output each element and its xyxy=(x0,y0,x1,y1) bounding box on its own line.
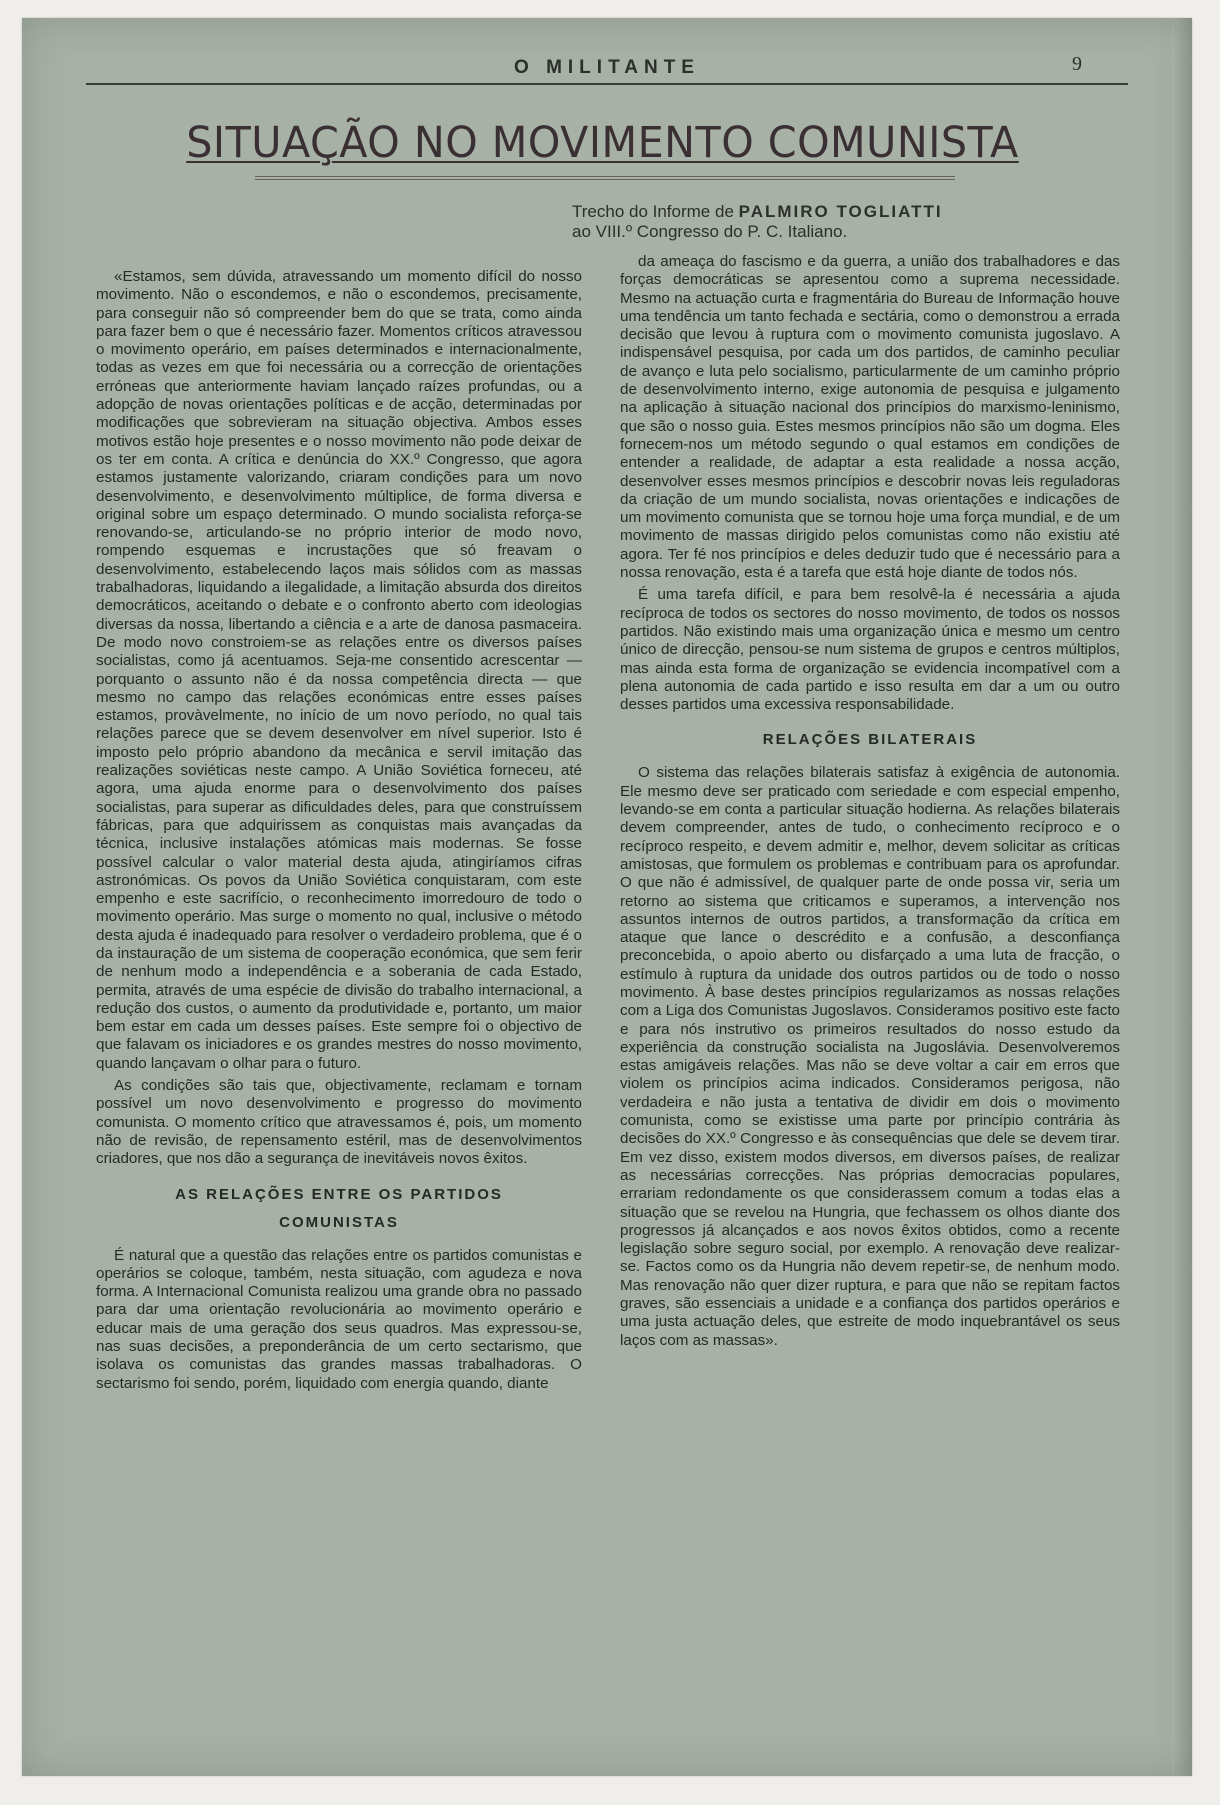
right-paragraph-2: É uma tarefa difícil, e para bem resolvê-la é necessária a ajuda recíproca de todos os sectores do nosso movimento, de todos os nossos partidos. Não existindo mais uma organização única e mesmo um centro único de direcção, pensou-se num sistema de grupos e centros múltiplos, mas ainda esta forma de organização se evidencia incompatível com a plena autonomia de cada partido e isso resulta em dar a um ou outro desses partidos uma excessiva responsabilidade. xyxy=(620,586,1120,714)
headline-rule xyxy=(255,176,955,180)
byline-line-2: ao VIII.º Congresso do P. C. Italiano. xyxy=(572,222,848,241)
masthead xyxy=(86,45,1128,85)
byline-line-1 xyxy=(572,202,1032,222)
byline xyxy=(572,202,1032,242)
right-column xyxy=(620,253,1120,1350)
article-headline: SITUAÇÃO NO MOVIMENTO COMUNISTA xyxy=(186,118,1019,168)
left-paragraph-1: «Estamos, sem dúvida, atravessando um momento difícil do nosso movimento. Não o escondemos, e não o escondemos, precisamente, para conseguir não só compreender bem do que se trata, como ainda para fazer bem o que é necessário fazer. Momentos críticos atravessou o movimento operário, em países determinados e internacionalmente, todas as vezes em que foi necessária ou a correcção de orientações erróneas que anteriormente haviam lançado raízes profundas, ou a adopção de novas orientações políticas e de acção, determinadas por modificações que sobrevieram na situação objectiva. Ambos esses motivos estão hoje presentes e o nosso movimento não pode deixar de os ter em conta. A crítica e denúncia do XX.º Congresso, que agora estamos justamente valorizando, criaram condições para um novo desenvolvimento, e desenvolvimento múltiplice, de forma diversa e original sobre um espaço determinado. O mundo socialista reforça-se renovando-se, articulando-se no próprio interior de modo novo, rompendo esquemas e incrustações que só freavam o desenvolvimento, estabelecendo laços mais sólidos com as massas trabalhadoras, liquidando a ilegalidade, a limitação absurda dos direitos democráticos, aceitando o debate e o confronto aberto com ideologias diversas da nossa, libertando a ciência e a arte de danosa pasmaceira. De modo novo constroiem-se as relações entre os diversos países socialistas, como já acentuamos. Seja-me consentido acrescentar — porquanto o assunto não é da nossa competência directa — que mesmo no campo das relações económicas entre esses países estamos, provàvelmente, no início de um novo período, no qual tais relações parece que se devem desenvolver em nível superior. Isto é imposto pelo próprio abandono da mecânica e servil imitação das realizações soviéticas neste campo. A União Soviética forneceu, até agora, uma ajuda enorme para o desenvolvimento dos países socialistas, para superar as dificuldades deles, para que construíssem fábricas, para que adquirissem as conquistas mais avançadas da técnica, inclusive instalações atómicas mais modernas. Se fosse possível calcular o valor material desta ajuda, atingiríamos cifras astronómicas. Os povos da União Soviética conquistaram, com este empenho e este sacrifício, o reconhecimento imorredouro de todo o movimento operário. Mas surge o momento no qual, inclusive o método desta ajuda é inadequado para resolver o verdadeiro problema, que é o da instauração de um sistema de cooperação económica, que sem ferir de nenhum modo a independência e a soberania de cada Estado, permita, através de uma espécie de divisão do trabalho internacional, a redução dos custos, o aumento da produtividade e, portanto, um maior bem estar em cada um desses países. Este sempre foi o objectivo de que falavam os iniciadores e os grandes mestres do nosso movimento, quando lançavam o olhar para o futuro. xyxy=(96,268,582,1072)
page-fold-shadow xyxy=(1172,18,1192,1776)
left-paragraph-3: É natural que a questão das relações entre os partidos comunistas e operários se coloque, também, nesta situação, com agudeza e nova forma. A Internacional Comunista realizou uma grande obra no passado para dar uma orientação revolucionária ao movimento operário e educar mais de uma geração dos seus quadros. Mas expressou-se, nas suas decisões, a preponderância de um certo sectarismo, que isolava os comunistas das grandes massas trabalhadoras. O sectarismo foi sendo, porém, liquidado com energia quando, diante xyxy=(96,1246,582,1392)
section-heading-relacoes-partidos xyxy=(96,1181,582,1237)
left-column xyxy=(96,268,582,1393)
byline-prefix: Trecho do Informe de xyxy=(572,202,739,221)
byline-author: PALMIRO TOGLIATTI xyxy=(738,202,943,221)
page-number: 9 xyxy=(1072,53,1082,75)
right-paragraph-1: da ameaça do fascismo e da guerra, a união dos trabalhadores e das forças democráticas se apresentou como a suprema necessidade. Mesmo na actuação curta e fragmentária do Bureau de Informação houve uma tendência um tanto fechada e sectária, como o demonstrou a errada decisão que levou à ruptura com o movimento comunista jugoslavo. A indispensável pesquisa, por cada um dos partidos, de caminho peculiar de avanço e luta pelo socialismo, particularmente de um caminho próprio de desenvolvimento interno, exige autonomia de pesquisa e julgamento na aplicação à situação nacional dos princípios do marxismo-leninismo, que são o nosso guia. Estes mesmos princípios não são um dogma. Eles fornecem-nos um método segundo o qual estamos em condições de entender a realidade, de adaptar a esta realidade a nossa acção, desenvolver esses mesmos princípios e descobrir novas leis reguladoras da criação de um mundo socialista, novas orientações e indicações de um movimento comunista que se tornou hoje uma força mundial, e de um movimento de massas dirigido pelos comunistas como não existiu até agora. Ter fé nos princípios e deles deduzir tudo que é necessário para a nossa renovação, esta é a tarefa que está hoje diante de todos nós. xyxy=(620,253,1120,582)
right-paragraph-3: O sistema das relações bilaterais satisfaz à exigência de autonomia. Ele mesmo deve ser praticado com seriedade e com especial empenho, levando-se em conta a particular situação hodierna. As relações bilaterais devem compreender, antes de tudo, o conhecimento recíproco e o recíproco respeito, e devem admitir e, melhor, devem solicitar as críticas amistosas, que formulem os problemas e contribuam para os aprofundar. O que não é admissível, de qualquer parte de onde possa vir, seria um retorno ao sistema que criticamos e superamos, a intervenção nos assuntos internos de outros partidos, a transformação da crítica em ataque que lance o descrédito e a confusão, a desconfiança preconcebida, o apoio aberto ou disfarçado a uma luta de fracção, o estímulo à ruptura da unidade dos outros partidos ou de todo o nosso movimento. À base destes princípios regularizamos as nossas relações com a Liga dos Comunistas Jugoslavos. Consideramos positivo este facto e para nós instrutivo os primeiros resultados do nosso estudo da experiência da construção socialista na Jugoslávia. Desenvolveremos estas amigáveis relações. Mas não se deve voltar a cair em erros que violem os princípios acima indicados. Consideramos perigosa, não verdadeira e não justa a tentativa de dividir em dois o movimento comunista, como se existisse uma parte por princípio contrária às decisões do XX.º Congresso e às consequências que dele se devem tirar. Em vez disso, existem modos diversos, em diversos países, de realizar as necessárias correcções. Nas próprias democracias populares, errariam redondamente os que considerassem comum a todas elas a situação que se revelou na Hungria, que fechassem os olhos diante dos progressos já alcançados e aos novos êxitos obtidos, como a recente legislação sobre seguro social, por exemplo. A renovação deve realizar-se. Factos como os da Hungria não devem repetir-se, de nenhum modo. Mas renovação não quer dizer ruptura, e para que não se repitam factos graves, são essenciais a unidade e a confiança dos partidos operários e uma justa actuação deles, que estreite de modo inquebrantável os seus laços com as massas». xyxy=(620,764,1120,1349)
publication-title: O MILITANTE xyxy=(514,57,700,78)
section-heading-line-2: COMUNISTAS xyxy=(279,1213,399,1231)
section-heading-relacoes-bilaterais: RELAÇÕES BILATERAIS xyxy=(762,731,978,749)
left-paragraph-2: As condições são tais que, objectivamente, reclamam e tornam possível um novo desenvolvimento e progresso do movimento comunista. O momento crítico que atravessamos é, pois, um momento não de revisão, de repensamento estéril, mas de desenvolvimentos criadores, que nos dão a segurança de inevitáveis novos êxitos. xyxy=(96,1077,582,1168)
section-heading-line-1: AS RELAÇÕES ENTRE OS PARTIDOS xyxy=(175,1185,503,1203)
